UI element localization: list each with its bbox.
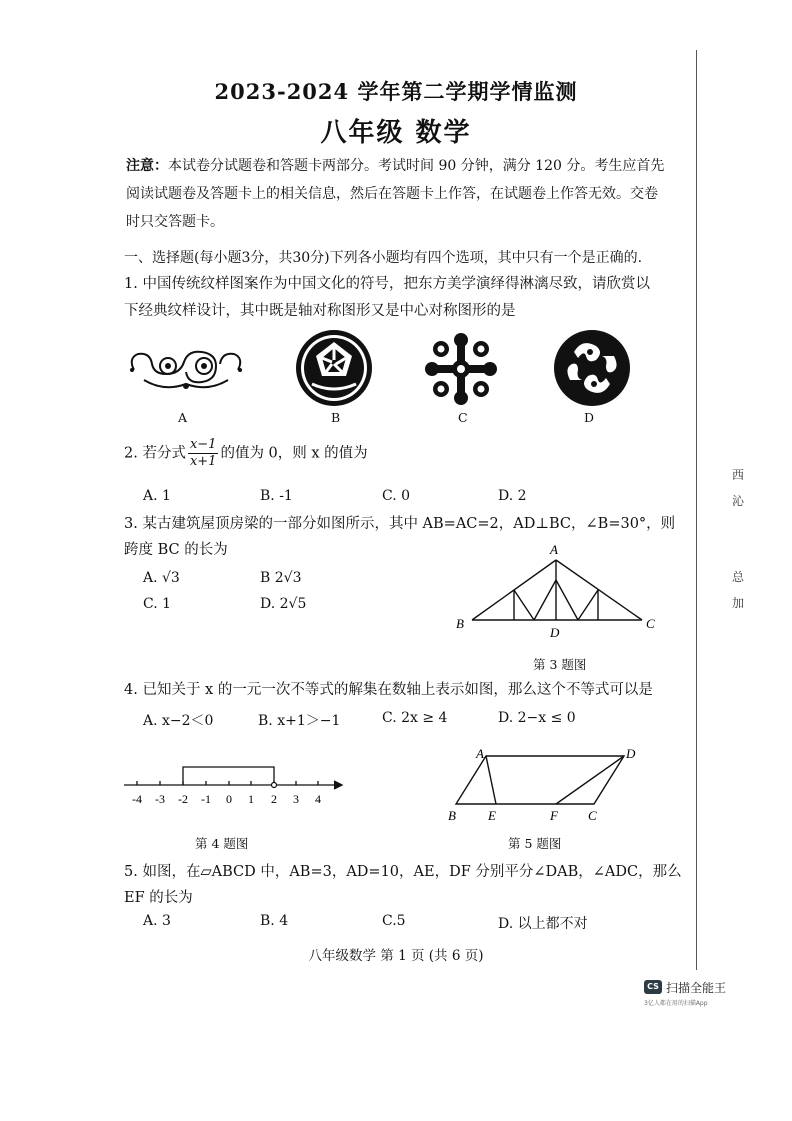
q3-label-b: B	[456, 616, 464, 631]
q4-number-line	[120, 755, 350, 811]
margin-line	[696, 50, 697, 970]
q5-label-d: D	[626, 746, 636, 761]
edge-char: 总	[732, 570, 745, 584]
note-label: 注意：	[126, 158, 168, 174]
tick-label: 1	[248, 792, 254, 806]
q2-prefix: 2. 若分式	[124, 445, 186, 462]
q2-suffix: 的值为 0，则 x 的值为	[220, 445, 368, 462]
q3-line2: 跨度 BC 的长为	[124, 542, 228, 558]
q4-line1: 4. 已知关于 x 的一元一次不等式的解集在数轴上表示如图，那么这个不等式可以是	[124, 682, 653, 698]
tick-label: -4	[132, 792, 142, 806]
q5-caption: 第 5 题图	[508, 836, 562, 851]
tick-label: 2	[271, 792, 277, 806]
q5-parallelogram-figure	[440, 744, 640, 830]
q3-roof-figure	[452, 540, 662, 640]
q2-option-c: C. 0	[382, 488, 411, 504]
edge-char: 沁	[732, 494, 745, 508]
note-text: 本试卷分试题卷和答题卡两部分。考试时间 90 分钟，满分 120 分。考生应首先阅读试题卷及答题卡上的相关信息，然后在答题卡上作答，在试题卷上作答无效。交卷时只交答题卡。	[126, 158, 665, 230]
q3-option-a: A. √3	[143, 570, 180, 586]
q3-label-a: A	[550, 542, 558, 557]
page-footer: 八年级数学 第 1 页 (共 6 页)	[308, 948, 484, 964]
q5-option-d: D. 以上都不对	[498, 916, 588, 932]
q5-line2: EF 的长为	[124, 890, 193, 906]
q4-option-c: C. 2x ≥ 4	[382, 710, 448, 726]
pattern-a-label: A	[178, 410, 188, 425]
q5-label-b: B	[448, 808, 456, 823]
section-heading: 一、选择题(每小题3分，共30分)下列各小题均有四个选项，其中只有一个是正确的.	[124, 250, 643, 266]
edge-char: 西	[732, 468, 745, 482]
scanner-tagline: 3亿人都在用的扫描App	[644, 1000, 708, 1007]
edge-char: 加	[732, 596, 745, 610]
q5-option-b: B. 4	[260, 913, 289, 929]
q2-option-a: A. 1	[143, 488, 171, 504]
q1-line1: 1. 中国传统纹样图案作为中国文化的符号，把东方美学演绎得淋漓尽致，请欣赏以	[124, 276, 650, 292]
q3-option-d: D. 2√5	[260, 596, 307, 612]
pattern-b-label: B	[331, 410, 341, 425]
exam-note	[126, 152, 671, 236]
q2-option-d: D. 2	[498, 488, 527, 504]
q5-option-c: C.5	[382, 913, 406, 929]
tick-label: 4	[315, 792, 321, 806]
q4-option-a: A. x−2＜0	[143, 713, 214, 729]
q5-label-c: C	[588, 808, 597, 823]
pattern-b-image	[294, 328, 374, 408]
tick-label: -2	[178, 792, 188, 806]
exam-title: 2023-2024 学年第二学期学情监测	[214, 79, 578, 104]
q2-denominator: x+1	[189, 454, 217, 469]
tick-label: 0	[226, 792, 232, 806]
q1-line2: 下经典纹样设计，其中既是轴对称图形又是中心对称图形的是	[124, 303, 516, 319]
q5-option-a: A. 3	[143, 913, 171, 929]
q5-line1: 5. 如图，在▱ABCD 中，AB=3，AD=10，AE，DF 分别平分∠DAB，∠ADC，那么	[124, 864, 682, 880]
q2-fraction	[188, 437, 219, 470]
q2-option-b: B. -1	[260, 488, 293, 504]
q5-label-a: A	[476, 746, 484, 761]
pattern-c-label: C	[458, 410, 468, 425]
scanner-logo-icon: CS	[644, 980, 662, 994]
q5-label-e: E	[488, 808, 496, 823]
q3-option-c: C. 1	[143, 596, 172, 612]
scanner-app-name: 扫描全能王	[666, 981, 727, 995]
q4-option-d: D. 2−x ≤ 0	[498, 710, 576, 726]
pattern-d-label: D	[584, 410, 595, 425]
q4-option-b: B. x+1＞−1	[258, 713, 341, 729]
q3-option-b: B 2√3	[260, 570, 302, 586]
tick-label: 3	[293, 792, 299, 806]
exam-subject: 八年级 数学	[320, 118, 472, 148]
tick-label: -1	[201, 792, 211, 806]
pattern-d-image	[552, 328, 632, 408]
q3-label-d: D	[550, 625, 560, 640]
q2-stem	[124, 437, 644, 470]
q3-line1: 3. 某古建筑屋顶房梁的一部分如图所示，其中 AB=AC=2，AD⊥BC，∠B=30°，则	[124, 516, 676, 532]
q2-numerator: x−1	[189, 437, 217, 452]
q5-label-f: F	[550, 808, 558, 823]
pattern-c-image	[422, 330, 500, 408]
q3-caption: 第 3 题图	[533, 657, 587, 672]
q4-caption: 第 4 题图	[195, 836, 249, 851]
pattern-a-image	[124, 340, 248, 398]
q3-label-c: C	[646, 616, 655, 631]
tick-label: -3	[155, 792, 165, 806]
